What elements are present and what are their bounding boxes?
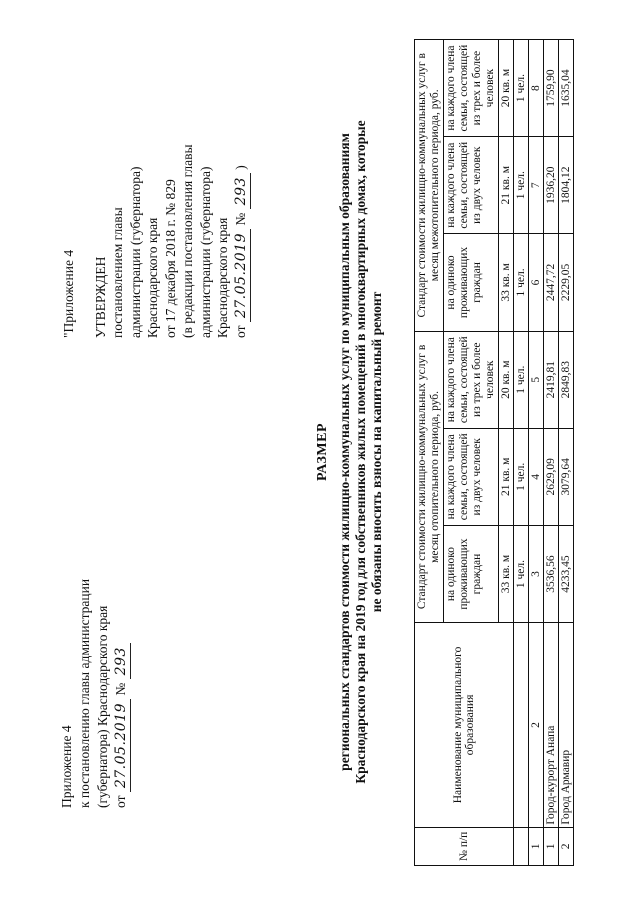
number-label: № (232, 212, 248, 226)
number-label: № (113, 682, 128, 696)
header-heating-group: Стандарт стоимости жилищно-коммунальных услуг в месяц отопительного периода, руб. (415, 331, 444, 623)
subheader-cell: на каждого члена семьи, состоящей из двух человек (444, 137, 499, 234)
persons-cell: 1 чел. (514, 331, 529, 428)
closing-paren: ) (232, 165, 248, 170)
annex-right-line4: администрации (губернатора) (127, 166, 143, 338)
persons-cell: 1 чел. (514, 40, 529, 137)
empty-cell (514, 827, 529, 865)
persons-cell: 1 чел. (514, 428, 529, 525)
annex-right-line5: Краснодарского края (145, 217, 160, 338)
subheader-cell: на каждого члена семьи, состоящей из трех и более человек (444, 331, 499, 428)
from-label: от (232, 325, 248, 338)
column-number: 7 (529, 137, 544, 234)
value-cell: 1804,12 (559, 137, 574, 234)
value-cell: 1635,04 (559, 40, 574, 137)
annex-right-block (60, 38, 251, 338)
row-no: 2 (559, 827, 574, 865)
value-cell: 3536,56 (544, 525, 559, 622)
value-cell: 2849,83 (559, 331, 574, 428)
value-cell: 2629,09 (544, 428, 559, 525)
value-cell: 1936,20 (544, 137, 559, 234)
value-cell: 4233,45 (559, 525, 574, 622)
handwritten-number: 293 (233, 173, 252, 209)
area-cell: 20 кв. м (499, 40, 514, 137)
header-no: № п/п (415, 827, 514, 865)
persons-cell: 1 чел. (514, 234, 529, 331)
annex-right-title: "Приложение 4 (61, 249, 76, 338)
handwritten-date: 27.05.2019 (233, 229, 252, 322)
value-cell: 2419,81 (544, 331, 559, 428)
row-name: Город-курорт Анапа (544, 623, 559, 827)
column-number: 4 (529, 428, 544, 525)
title-line3: не обязаны вносить взносы на капитальный ремонт (369, 291, 384, 613)
row-name: Город Армавир (559, 623, 574, 827)
table-row (559, 40, 574, 866)
subheader-cell: на каждого члена семьи, состоящей из двух человек (444, 428, 499, 525)
title-line2: Краснодарского края на 2019 год для собственников жилых помещений в многоквартирных домах, которые (353, 120, 368, 784)
column-number: 3 (529, 525, 544, 622)
annex-right-line7: (в редакции постановления главы (180, 144, 195, 338)
area-cell: 20 кв. м (499, 331, 514, 428)
header-nonheating-group: Стандарт стоимости жилищно-коммунальных услуг в месяц межотопительного периода, руб. (415, 40, 444, 332)
persons-cell: 1 чел. (514, 525, 529, 622)
column-number: 2 (529, 623, 544, 827)
header-name: Наименование муниципального образования (415, 623, 514, 827)
table-row (544, 40, 559, 866)
annex-left-date-line (112, 508, 131, 808)
column-number: 5 (529, 331, 544, 428)
annex-right-line8: администрации (губернатора) (197, 166, 213, 338)
annex-left-line2: к постановлению главы администрации (77, 578, 92, 808)
annex-right-line6: от 17 декабря 2018 г. № 829 (162, 179, 178, 338)
annex-left-title: Приложение 4 (59, 725, 74, 808)
from-label: от (113, 795, 128, 808)
column-number: 6 (529, 234, 544, 331)
column-number: 1 (529, 827, 544, 865)
title-heading: РАЗМЕР (315, 423, 330, 482)
row-no: 1 (544, 827, 559, 865)
value-cell: 3079,64 (559, 428, 574, 525)
empty-cell (514, 623, 529, 827)
area-cell: 21 кв. м (499, 428, 514, 525)
subheader-cell: на одиноко проживающих граждан (444, 525, 499, 622)
area-cell: 33 кв. м (499, 525, 514, 622)
subheader-cell: на одиноко проживающих граждан (444, 234, 499, 331)
column-number: 8 (529, 40, 544, 137)
value-cell: 2447,72 (544, 234, 559, 331)
value-cell: 1759,90 (544, 40, 559, 137)
annex-right-date-line (232, 38, 252, 338)
title-line1: региональных стандартов стоимости жилищно-коммунальных услуг по муниципальным образованиям (337, 133, 352, 771)
standards-table (414, 39, 574, 866)
area-cell: 21 кв. м (499, 137, 514, 234)
handwritten-date: 27.05.2019 (112, 699, 131, 792)
handwritten-number: 293 (112, 643, 131, 679)
area-cell: 33 кв. м (499, 234, 514, 331)
annex-left-block (58, 508, 131, 808)
approved-label: УТВЕРЖДЕН (92, 256, 108, 338)
annex-right-line9: Краснодарского края (215, 217, 230, 338)
persons-cell: 1 чел. (514, 137, 529, 234)
subheader-cell: на каждого члена семьи, состоящей из трех и более человек (444, 40, 499, 137)
document-title (315, 40, 385, 864)
value-cell: 2229,05 (559, 234, 574, 331)
annex-left-line3: (губернатора) Краснодарского края (95, 605, 110, 808)
annex-right-line3: постановлением главы (110, 207, 125, 338)
